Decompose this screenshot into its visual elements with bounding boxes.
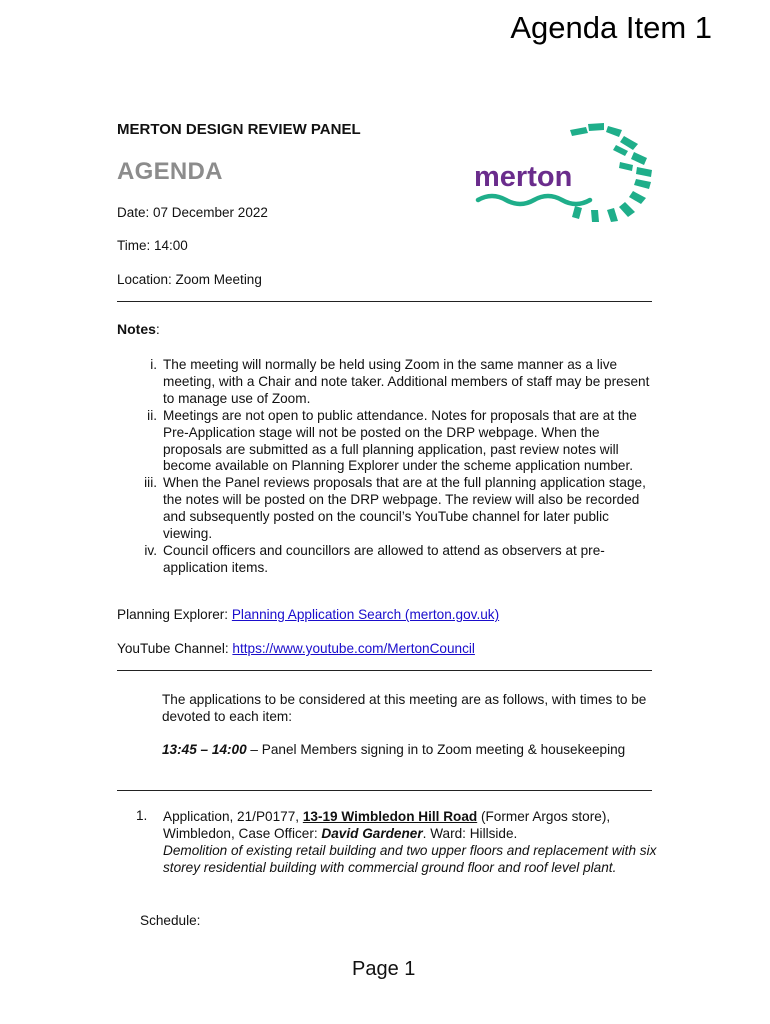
list-item: i. The meeting will normally be held using Zoom in the same manner as a live meeting, with a Chair and note taker. Additional members of staff may be present to manage use of Zoom. <box>150 357 650 406</box>
schedule-label: Schedule: <box>140 913 201 928</box>
divider <box>117 670 652 671</box>
planning-explorer-line: Planning Explorer: Planning Application Search (merton.gov.uk) <box>117 607 500 622</box>
applications-intro: The applications to be considered at this meeting are as follows, with times to be devoted to each item: <box>162 692 647 724</box>
timing-entry: 13:45 – 14:00 – Panel Members signing in to Zoom meeting & housekeeping <box>162 742 626 757</box>
agenda-item-label: Agenda Item 1 <box>510 10 712 45</box>
meeting-time: Time: 14:00 <box>117 238 188 253</box>
notes-list <box>144 357 658 577</box>
list-item: ii. Meetings are not open to public attendance. Notes for proposals that are at the Pre-Application stage will not be posted on the DRP webpage. When the proposals are submitted as a full planning application, past review notes will become available on Planning Explorer under the scheme application number. <box>147 407 637 474</box>
youtube-channel-line: YouTube Channel: https://www.youtube.com/MertonCouncil <box>117 641 475 656</box>
merton-logo <box>470 118 660 228</box>
application-description: Demolition of existing retail building and two upper floors and replacement with six storey residential building with commercial ground floor and roof level plant. <box>163 843 657 875</box>
meeting-location: Location: Zoom Meeting <box>117 272 262 287</box>
panel-title: MERTON DESIGN REVIEW PANEL <box>117 121 361 138</box>
youtube-channel-link[interactable]: https://www.youtube.com/MertonCouncil <box>232 641 475 656</box>
logo-wordmark: merton <box>474 161 573 193</box>
divider <box>117 790 652 791</box>
planning-explorer-link[interactable]: Planning Application Search (merton.gov.uk) <box>231 607 500 622</box>
page-number: Page 1 <box>352 958 416 980</box>
application-item: Application, 21/P0177, 13-19 Wimbledon Hill Road (Former Argos store), Wimbledon, Case Officer: David Gardener. Ward: Hillside. Demolition of existing retail building and two upper floors and replacement with six storey residential building with commercial ground floor and roof level plant. <box>163 809 657 875</box>
case-officer: David Gardener <box>321 826 423 841</box>
application-number: 1. <box>136 808 148 823</box>
list-item: iv. Council officers and councillors are allowed to attend as observers at pre-application items. <box>144 542 605 575</box>
application-address: 13-19 Wimbledon Hill Road <box>302 809 478 824</box>
divider <box>117 301 652 302</box>
notes-label: Notes: <box>117 321 160 337</box>
list-item: iii. When the Panel reviews proposals that are at the full planning application stage, the notes will be posted on the DRP webpage. The review will also be recorded and subsequently posted on the council’s YouTube channel for later public viewing. <box>144 475 646 542</box>
page-title: AGENDA <box>117 158 223 185</box>
meeting-date: Date: 07 December 2022 <box>117 205 268 220</box>
